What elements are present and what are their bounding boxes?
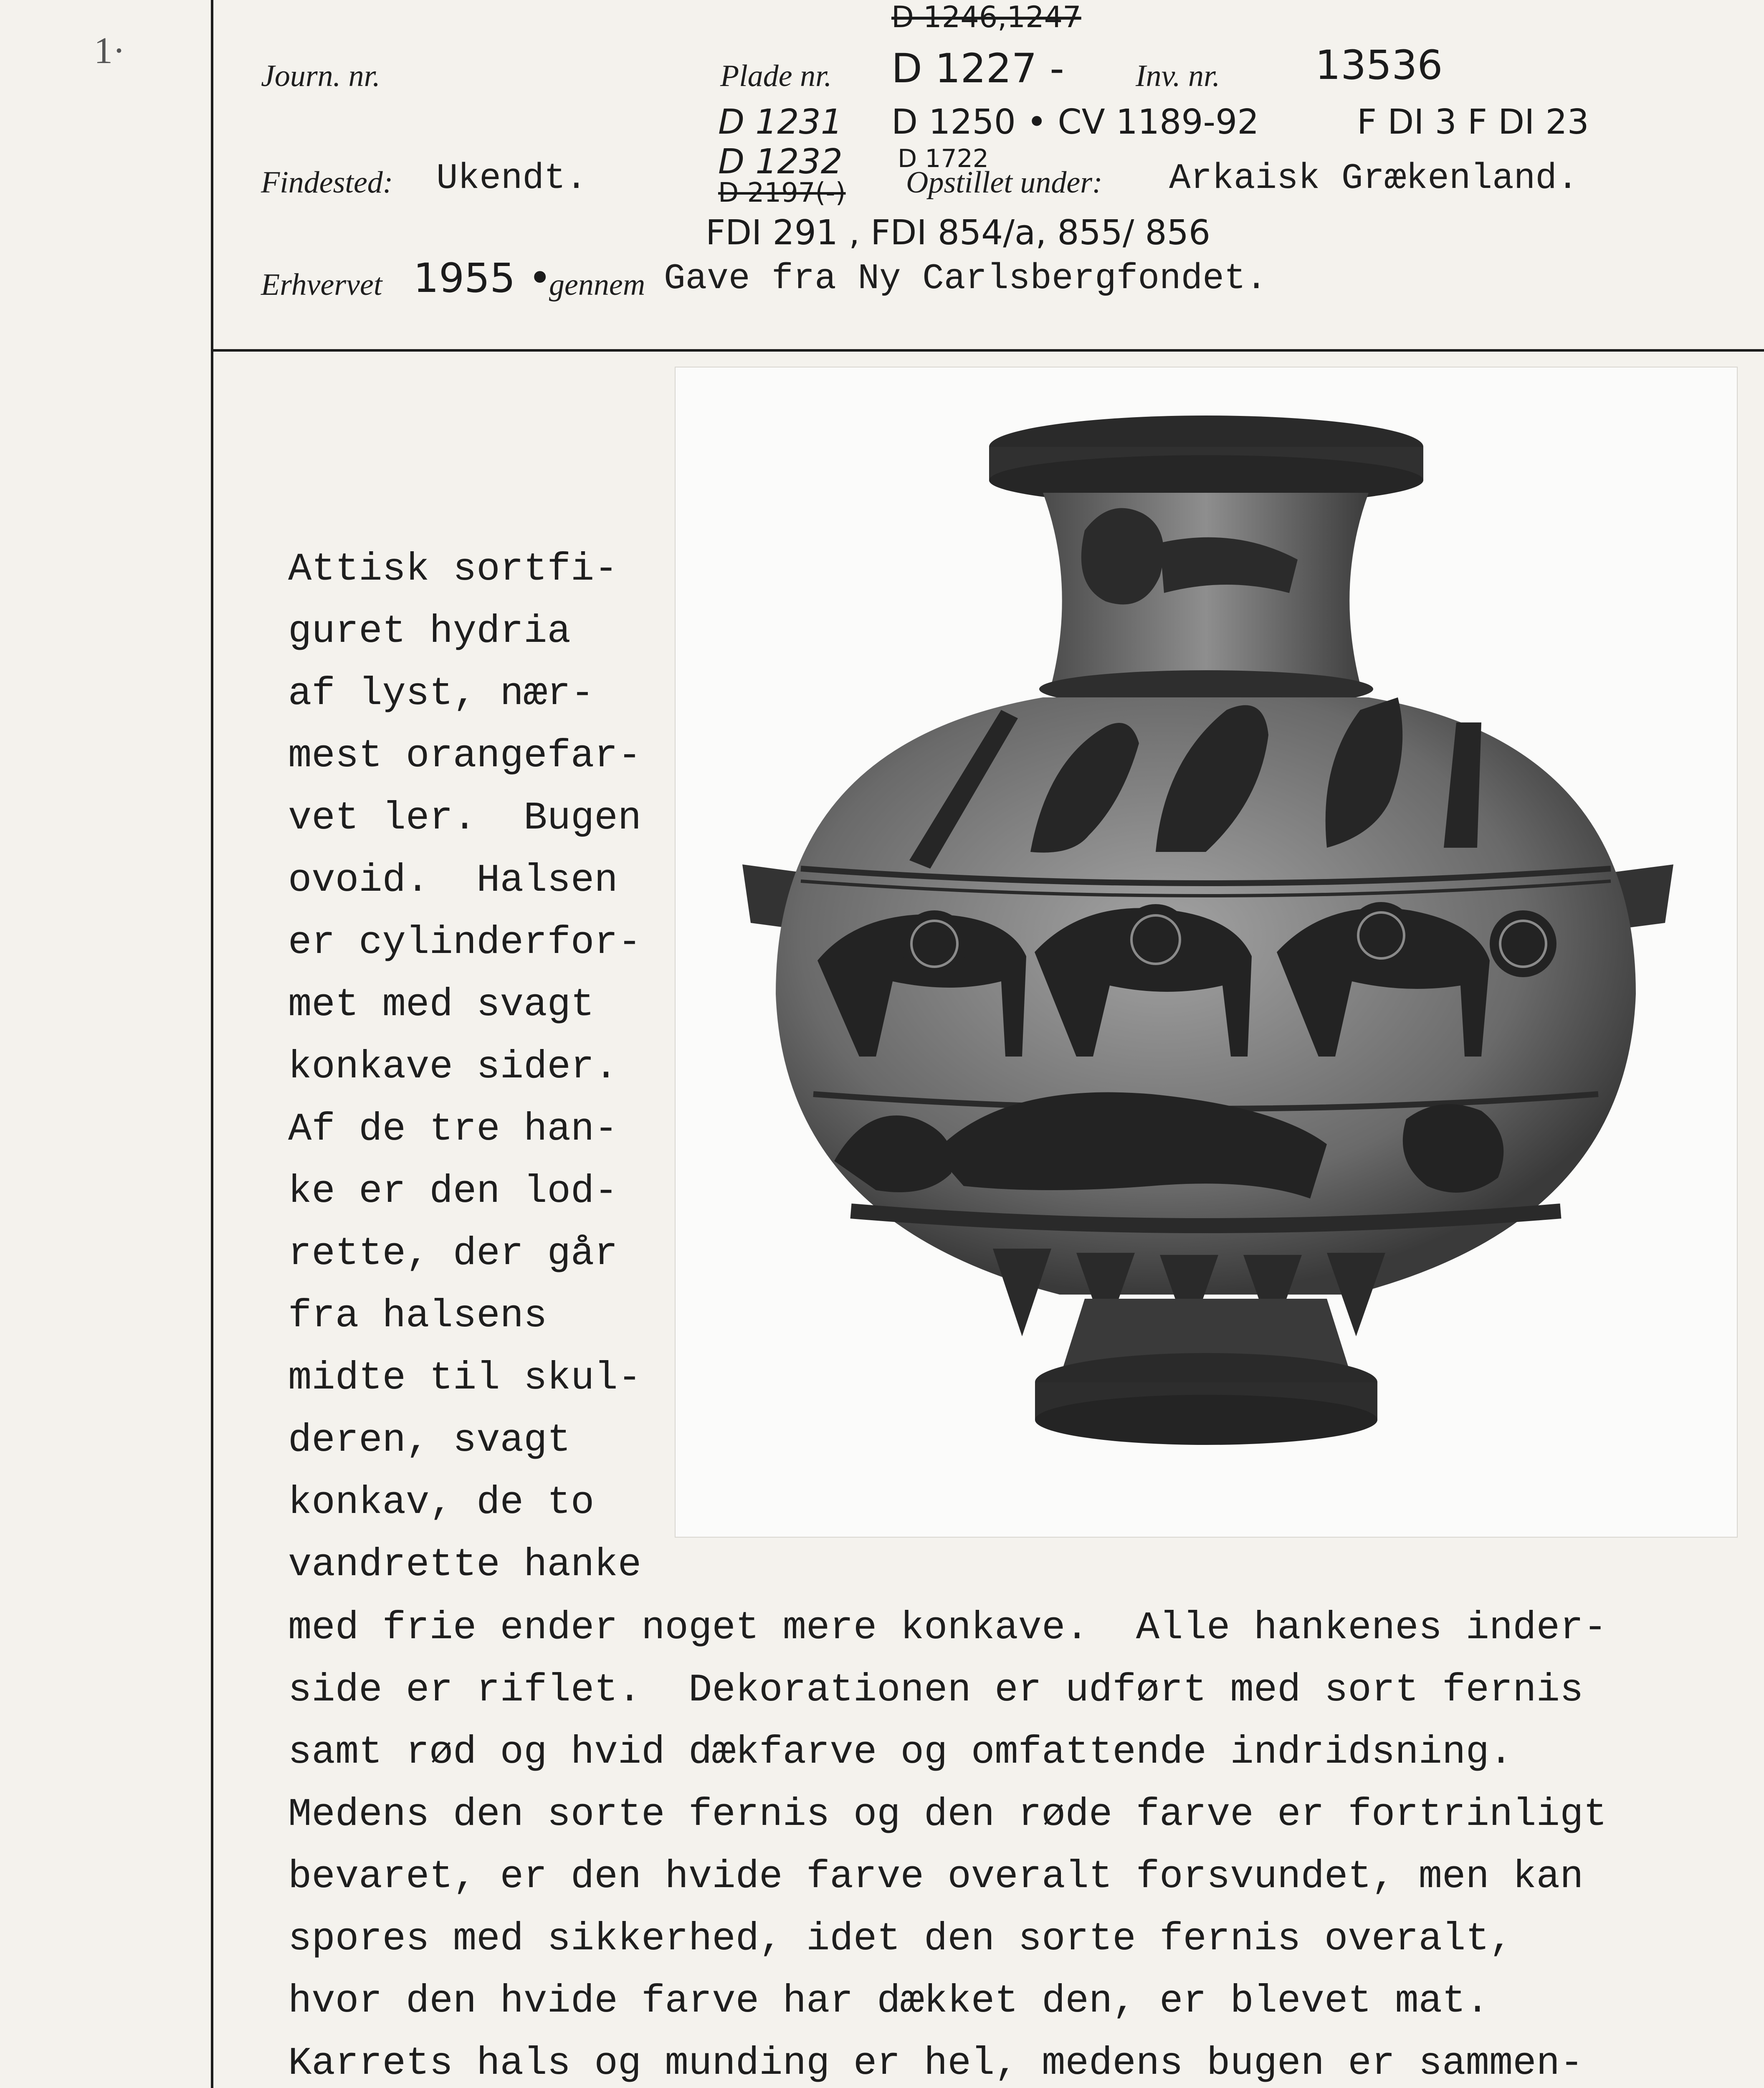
description-column-line: er cylinderfor- bbox=[288, 921, 642, 965]
gennem-value: Gave fra Ny Carlsbergfondet. bbox=[664, 258, 1268, 299]
fdi-line: FDI 291 , FDI 854/a, 855/ 856 bbox=[706, 213, 1211, 253]
erhvervet-year: 1955 • bbox=[413, 255, 552, 302]
description-column-line: deren, svagt bbox=[288, 1419, 571, 1463]
findested-label: Findested: bbox=[261, 165, 393, 200]
description-full-line: bevaret, er den hvide farve overalt forsvundet, men kan bbox=[288, 1855, 1584, 1899]
margin-mark: 1· bbox=[94, 30, 125, 71]
plade-struck: D 1246,1247 bbox=[891, 0, 1081, 34]
inv-label: Inv. nr. bbox=[1136, 59, 1220, 93]
description-column-line: Af de tre han- bbox=[288, 1107, 618, 1152]
plade-extra-2: D 1232 bbox=[718, 142, 843, 182]
description-column-line: vet ler. Bugen bbox=[288, 796, 642, 841]
vase-photo bbox=[676, 367, 1737, 1537]
description-column-line: mest orangefar- bbox=[288, 734, 642, 778]
journ-label: Journ. nr. bbox=[261, 59, 380, 93]
plade-label: Plade nr. bbox=[720, 59, 832, 93]
description-full-line: samt rød og hvid dækfarve og omfattende indridsning. bbox=[288, 1731, 1513, 1775]
description-column-line: af lyst, nær- bbox=[288, 672, 595, 716]
hydria-illustration bbox=[676, 367, 1737, 1537]
description-column-line: konkave sider. bbox=[288, 1045, 618, 1090]
description-column-line: rette, der går bbox=[288, 1232, 618, 1276]
description-full-line: spores med sikkerhed, idet den sorte fernis overalt, bbox=[288, 1917, 1513, 1961]
description-full-line: med frie ender noget mere konkave. Alle hankenes inder- bbox=[288, 1606, 1607, 1650]
description-column-line: ovoid. Halsen bbox=[288, 859, 618, 903]
margin-rule bbox=[211, 0, 213, 2088]
plade-small: D 1722 bbox=[898, 144, 989, 173]
description-column-line: midte til skul- bbox=[288, 1356, 642, 1401]
opstillet-label: Opstillet under: bbox=[906, 165, 1103, 200]
description-column-line: vandrette hanke bbox=[288, 1543, 642, 1587]
erhvervet-label: Erhvervet bbox=[261, 268, 382, 302]
opstillet-value: Arkaisk Grækenland. bbox=[1169, 158, 1579, 199]
description-full-line: hvor den hvide farve har dækket den, er blevet mat. bbox=[288, 1979, 1489, 2024]
opstillet-struck: D 2197(-) bbox=[718, 177, 846, 208]
fdi-refs: F DI 3 F DI 23 bbox=[1357, 102, 1589, 142]
description-full-line: side er riflet. Dekorationen er udført med sort fernis bbox=[288, 1668, 1584, 1713]
plade-extra-1: D 1231 bbox=[718, 102, 843, 142]
description-full-line: Medens den sorte fernis og den røde farve er fortrinligt bbox=[288, 1793, 1607, 1837]
plade-line2: D 1250 • CV 1189-92 bbox=[891, 102, 1259, 142]
gennem-label: gennem bbox=[549, 268, 645, 302]
description-column-line: met med svagt bbox=[288, 983, 595, 1027]
header-rule bbox=[211, 349, 1764, 352]
description-column-line: fra halsens bbox=[288, 1294, 547, 1338]
description-column-line: Attisk sortfi- bbox=[288, 547, 618, 592]
description-column-line: konkav, de to bbox=[288, 1481, 595, 1525]
description-column-line: guret hydria bbox=[288, 610, 571, 654]
findested-value: Ukendt. bbox=[436, 158, 587, 199]
plade-value: D 1227 - bbox=[891, 45, 1064, 92]
description-full-line: Karrets hals og munding er hel, medens bugen er sammen- bbox=[288, 2042, 1584, 2086]
description-column-line: ke er den lod- bbox=[288, 1170, 618, 1214]
inv-value: 13536 bbox=[1315, 42, 1443, 89]
